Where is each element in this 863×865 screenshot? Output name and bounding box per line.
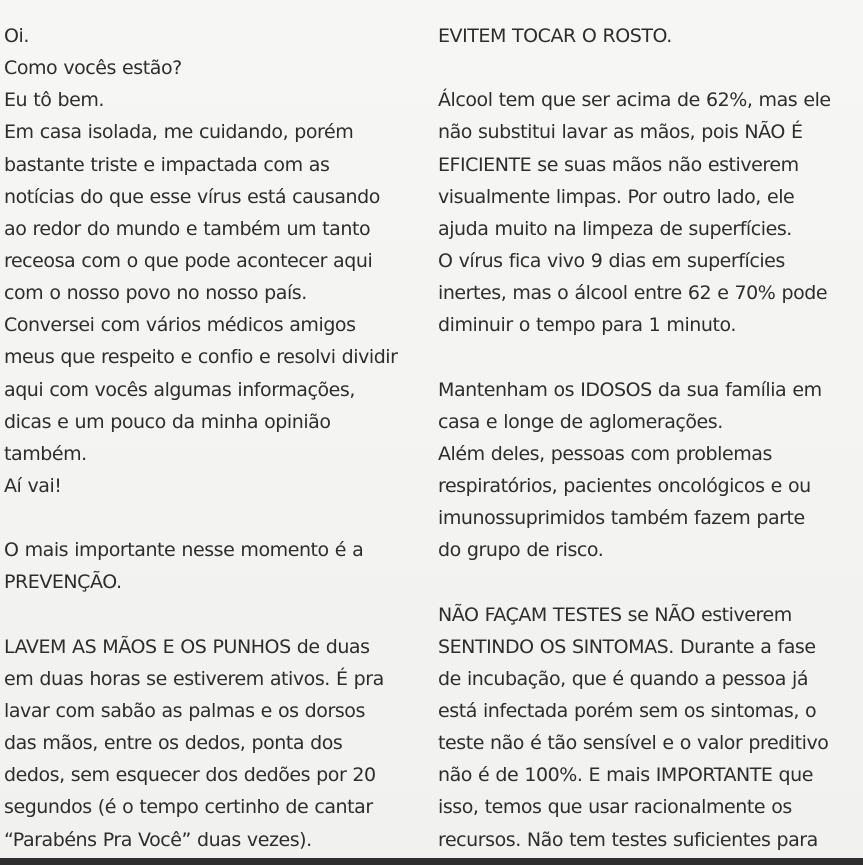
right-text-line: isso, temos que usar racionalmente os — [438, 796, 792, 819]
left-text-line: Eu tô bem. — [4, 89, 104, 112]
left-text-line: PREVENÇÃO. — [4, 571, 122, 594]
right-text-line: não substitui lavar as mãos, pois NÃO É — [438, 121, 803, 144]
right-text-line: está infectada porém sem os sintomas, o — [438, 699, 817, 722]
right-text-line: recursos. Não tem testes suficientes para — [438, 828, 818, 851]
right-text-line: inertes, mas o álcool entre 62 e 70% pode — [438, 282, 828, 305]
right-text-line — [438, 566, 863, 598]
right-text-line: não é de 100%. E mais IMPORTANTE que — [438, 764, 813, 787]
left-text-line: ao redor do mundo e também um tanto — [4, 217, 371, 240]
left-text-line: Conversei com vários médicos amigos — [4, 314, 356, 337]
bottom-edge-bar — [0, 858, 863, 865]
left-text-line: dicas e um pouco da minha opinião — [4, 410, 331, 433]
right-text-line: Além deles, pessoas com problemas — [438, 442, 772, 465]
left-text-line: O mais importante nesse momento é a — [4, 539, 364, 562]
left-text-line: com o nosso povo no nosso país. — [4, 282, 307, 305]
right-text-line: O vírus fica vivo 9 dias em superfícies — [438, 249, 785, 272]
right-text-column — [438, 20, 863, 856]
right-text-line: SENTINDO OS SINTOMAS. Durante a fase — [438, 635, 816, 658]
left-text-line: aqui com vocês algumas informações, — [4, 378, 355, 401]
right-text-line — [438, 341, 863, 373]
left-text-line: também. — [4, 442, 87, 465]
right-text-line: respiratórios, pacientes oncológicos e ou — [438, 474, 811, 497]
right-text-line: diminuir o tempo para 1 minuto. — [438, 314, 736, 337]
left-text-line: Como vocês estão? — [4, 57, 182, 80]
left-text-line: LAVEM AS MÃOS E OS PUNHOS de duas — [4, 635, 370, 658]
right-text-line: EFICIENTE se suas mãos não estiverem — [438, 153, 799, 176]
left-text-line: bastante triste e impactada com as — [4, 153, 330, 176]
left-text-line: “Parabéns Pra Você” duas vezes). — [4, 828, 312, 851]
right-text-line: de incubação, que é quando a pessoa já — [438, 667, 809, 690]
left-text-line — [4, 502, 430, 534]
right-text-line: casa e longe de aglomerações. — [438, 410, 723, 433]
left-text-line: em duas horas se estiverem ativos. É pra — [4, 667, 384, 690]
left-text-line: notícias do que esse vírus está causando — [4, 185, 380, 208]
right-text-line: NÃO FAÇAM TESTES se NÃO estiverem — [438, 603, 792, 626]
right-text-line: EVITEM TOCAR O ROSTO. — [438, 25, 672, 47]
left-text-line: Oi. — [4, 25, 29, 47]
left-text-column — [4, 20, 430, 856]
left-text-line: meus que respeito e confio e resolvi dividir — [4, 346, 398, 369]
left-text-line: Em casa isolada, me cuidando, porém — [4, 121, 354, 144]
left-text-line: Aí vai! — [4, 474, 62, 497]
left-text-line: lavar com sabão as palmas e os dorsos — [4, 699, 365, 722]
right-text-line: ajuda muito na limpeza de superfícies. — [438, 217, 792, 240]
right-text-line: imunossuprimidos também fazem parte — [438, 507, 805, 530]
right-text-line — [438, 52, 863, 84]
left-text-line — [4, 599, 430, 631]
left-text-line: segundos (é o tempo certinho de cantar — [4, 796, 373, 819]
left-text-line: das mãos, entre os dedos, ponta dos — [4, 732, 343, 755]
left-text-line: dedos, sem esquecer dos dedões por 20 — [4, 764, 376, 787]
left-text-line: receosa com o que pode acontecer aqui — [4, 249, 373, 272]
right-text-line: Álcool tem que ser acima de 62%, mas ele — [438, 89, 831, 112]
right-text-line: Mantenham os IDOSOS da sua família em — [438, 378, 822, 401]
right-text-line: teste não é tão sensível e o valor preditivo — [438, 732, 829, 755]
right-text-line: do grupo de risco. — [438, 539, 604, 562]
right-text-line: visualmente limpas. Por outro lado, ele — [438, 185, 795, 208]
